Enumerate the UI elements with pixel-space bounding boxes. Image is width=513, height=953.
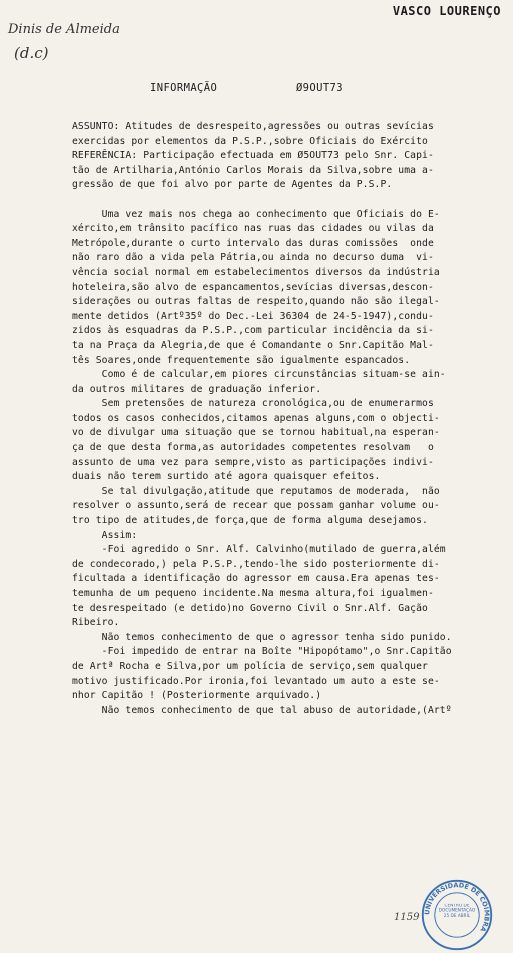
- document-line: resolver o assunto,será de recear que possam ganhar volume ou-: [72, 500, 440, 512]
- document-line: siderações ou outras faltas de respeito,quando não são ilegal-: [72, 296, 440, 308]
- document-line: tro tipo de atitudes,de força,que de forma alguma desejamos.: [72, 515, 428, 527]
- document-line: -Foi agredido o Snr. Alf. Calvinho(mutilado de guerra,além: [72, 544, 446, 556]
- document-line: da outros militares de graduação inferior.: [72, 383, 322, 395]
- document-line: gressão de que foi alvo por parte de Agentes da P.S.P.: [72, 179, 393, 191]
- seal-outer-text: UNIVERSIDADE DE COIMBRA: [423, 881, 491, 934]
- document-title: INFORMAÇÃO: [150, 82, 218, 94]
- document-line: Se tal divulgação,atitude que reputamos de moderada, não: [72, 485, 440, 497]
- document-line: exercidas por elementos da P.S.P.,sobre Oficiais do Exército: [72, 135, 428, 147]
- document-line: [72, 193, 482, 208]
- document-line: de Artª Rocha e Silva,por um polícia de serviço,sem qualquer: [72, 660, 428, 672]
- document-line: Não temos conhecimento de que tal abuso de autoridade,(Artº: [72, 704, 452, 716]
- document-line: Assim:: [72, 529, 138, 541]
- document-line: todos os casos conhecidos,citamos apenas alguns,com o objecti-: [72, 412, 440, 424]
- document-line: nhor Capitão ! (Posteriormente arquivado.): [72, 690, 322, 702]
- document-line: temunha de um pequeno incidente.Na mesma altura,foi igualmen-: [72, 588, 434, 599]
- document-line: REFERÊNCIA: Participação efectuada em Ø5OUT73 pelo Snr. Capi-: [72, 150, 434, 162]
- archive-seal: [420, 878, 494, 952]
- document-line: Metrópole,durante o curto intervalo das duras comissões onde: [72, 237, 434, 249]
- document-line: assunto de uma vez para sempre,visto as participações indivi-: [72, 456, 434, 468]
- handwritten-name: Dinis de Almeida: [8, 22, 120, 37]
- document-line: ça de que desta forma,as autoridades competentes resolvam o: [72, 442, 434, 454]
- document-line: xército,em trânsito pacífico nas ruas das cidades ou vilas da: [72, 223, 434, 235]
- document-line: ficultada a identificação do agressor em causa.Era apenas tes-: [72, 573, 440, 585]
- document-line: te desrespeitado (e detido)no Governo Civil o Snr.Alf. Gação: [72, 602, 428, 614]
- document-line: -Foi impedido de entrar na Boîte "Hipopótamo",o Snr.Capitão: [72, 646, 452, 658]
- document-line: Como é de calcular,em piores circunstâncias situam-se ain-: [72, 369, 446, 381]
- document-line: tês Soares,onde frequentemente são igualmente espancados.: [72, 354, 411, 366]
- seal-inner-text: CENTRO DE DOCUMENTAÇÃO 25 DE ABRIL: [438, 903, 476, 919]
- document-line: duais não terem surtido até agora quaisquer efeitos.: [72, 471, 381, 483]
- name-stamp: VASCO LOURENÇO: [392, 4, 501, 18]
- document-body: [72, 120, 482, 718]
- document-line: hoteleira,são alvo de espancamentos,sevícias diversas,descon-: [72, 281, 434, 293]
- document-line: não raro dão a vida pela Pátria,ou ainda no decurso duma vi-: [72, 252, 434, 264]
- handwritten-mark: (d.c): [14, 44, 49, 62]
- document-line: zidos às esquadras da P.S.P.,com particular incidência da si-: [72, 325, 434, 337]
- document-line: ta na Praça da Alegria,de que é Comandante o Snr.Capitão Mal-: [72, 339, 434, 351]
- document-line: de condecorado,) pela P.S.P.,tendo-lhe sido posteriormente di-: [72, 558, 440, 570]
- document-line: mente detidos (Artº35º do Dec.-Lei 36304 de 24-5-1947),condu-: [72, 310, 434, 322]
- document-line: ASSUNTO: Atitudes de desrespeito,agressões ou outras sevícias: [72, 121, 434, 132]
- document-line: tão de Artilharia,António Carlos Morais da Silva,sobre uma a-: [72, 164, 434, 176]
- document-date: Ø9OUT73: [295, 82, 344, 94]
- document-line: Ribeiro.: [72, 617, 120, 629]
- document-line: Não temos conhecimento de que o agressor tenha sido punido.: [72, 631, 452, 643]
- document-line: motivo justificado.Por ironia,foi levantado um auto a este se-: [72, 675, 440, 687]
- document-line: Uma vez mais nos chega ao conhecimento que Oficiais do E-: [72, 208, 440, 220]
- document-title-row: [150, 82, 343, 94]
- document-line: vo de divulgar uma situação que se tornou habitual,na esperan-: [72, 427, 440, 439]
- document-line: vência social normal em estabelecimentos diversos da indústria: [72, 266, 440, 278]
- folio-number: 1159: [394, 912, 420, 923]
- document-line: Sem pretensões de natureza cronológica,ou de enumerarmos: [72, 398, 434, 410]
